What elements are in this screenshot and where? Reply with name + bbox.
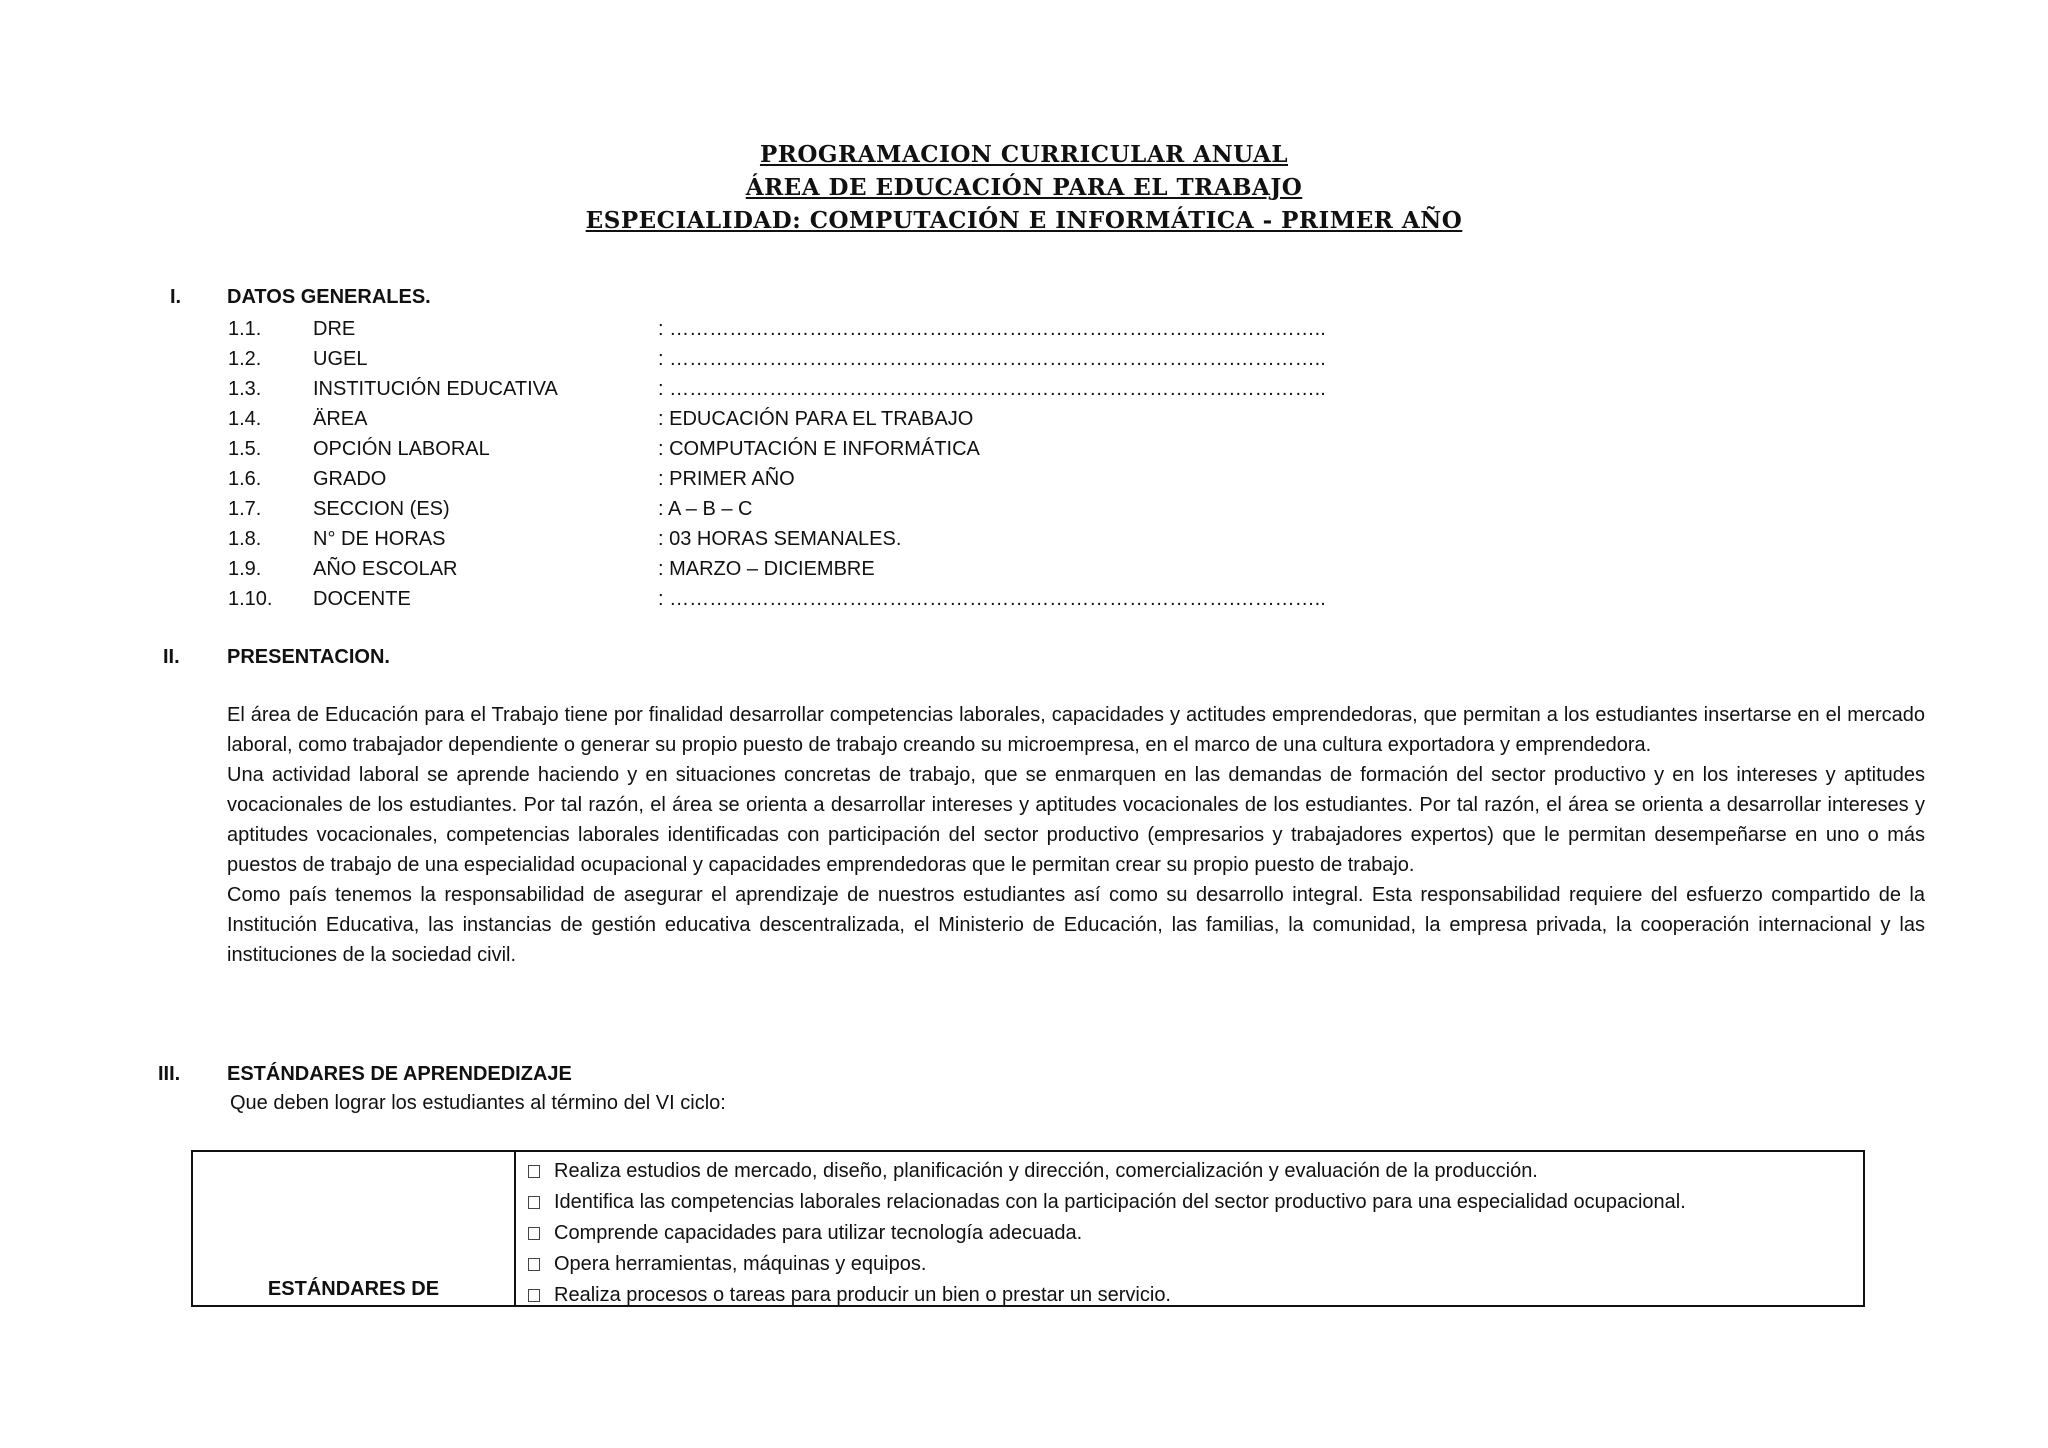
list-item — [528, 1187, 1863, 1218]
item-value: : EDUCACIÓN PARA EL TRABAJO — [658, 408, 974, 430]
item-label: N° DE HORAS — [313, 528, 446, 550]
item-number: 1.1. — [228, 318, 262, 340]
section-2-number: II. — [163, 646, 180, 668]
item-label: OPCIÓN LABORAL — [313, 438, 490, 460]
section-3-intro: Que deben lograr los estudiantes al término del VI ciclo: — [230, 1092, 726, 1114]
paragraph: Como país tenemos la responsabilidad de asegurar el aprendizaje de nuestros estudiantes así como su desarrollo integral. Esta responsabilidad requiere del esfuerzo compartido de la Institución Educativa, las instancias de gestión educativa descentralizada, el Ministerio de Educación, las familias, la comunidad, la empresa privada, la cooperación internacional y las instituciones de la sociedad civil. — [227, 884, 1925, 966]
list-item — [528, 1218, 1863, 1249]
item-number: 1.5. — [228, 438, 262, 460]
list-item — [528, 1249, 1863, 1280]
item-value: : COMPUTACIÓN E INFORMÁTICA — [658, 438, 980, 460]
item-value: : A – B – C — [658, 498, 753, 520]
standards-label-cell — [193, 1152, 516, 1305]
paragraph: Una actividad laboral se aprende haciendo y en situaciones concretas de trabajo, que se enmarquen en las demandas de formación del sector productivo y en los intereses y aptitudes vocacionales de los estudiantes. Por tal razón, el área se orienta a desarrollar intereses y aptitudes vocacionales de los estudiantes. Por tal razón, el área se orienta a desarrollar intereses y aptitudes vocacionales, competencias laborales identificadas con participación del sector productivo (empresarios y trabajadores expertos) que le permitan desempeñarse en uno o más puestos de trabajo de una especialidad ocupacional y capacidades emprendedoras que le permitan crear su propio puesto de trabajo. — [227, 764, 1925, 876]
list-item — [0, 318, 2048, 348]
item-value: : PRIMER AÑO — [658, 468, 795, 490]
section-1-number: I. — [170, 286, 182, 308]
list-item — [0, 348, 2048, 378]
list-item-text: Comprende capacidades para utilizar tecnología adecuada. — [554, 1222, 1083, 1244]
item-label: DRE — [313, 318, 356, 340]
section-1-title: DATOS GENERALES. — [227, 286, 431, 308]
item-label: INSTITUCIÓN EDUCATIVA — [313, 378, 558, 400]
document-title: PROGRAMACION CURRICULAR ANUAL — [759, 141, 1289, 168]
checkbox-icon — [528, 1165, 540, 1178]
item-value: : ………………………………………………………………………….………….. — [658, 588, 1326, 610]
list-item — [0, 408, 2048, 438]
list-item — [0, 438, 2048, 468]
item-number: 1.3. — [228, 378, 262, 400]
item-label: DOCENTE — [313, 588, 411, 610]
checkbox-icon — [528, 1289, 540, 1302]
paragraph: El área de Educación para el Trabajo tiene por finalidad desarrollar competencias laborales, capacidades y actitudes emprendedoras, que permitan a los estudiantes insertarse en el mercado laboral, como trabajador dependiente o generar su propio puesto de trabajo creando su microempresa, en el marco de una cultura exportadora y emprendedora. — [227, 704, 1925, 756]
list-item — [0, 528, 2048, 558]
standards-list-cell — [516, 1152, 1863, 1305]
section-2-title: PRESENTACION. — [227, 646, 390, 668]
item-value: : 03 HORAS SEMANALES. — [658, 528, 902, 550]
item-number: 1.10. — [228, 588, 273, 610]
item-value: : MARZO – DICIEMBRE — [658, 558, 875, 580]
standards-label: ESTÁNDARES DE — [267, 1278, 440, 1300]
list-item — [0, 498, 2048, 528]
item-label: GRADO — [313, 468, 387, 490]
list-item — [0, 588, 2048, 618]
list-item — [0, 378, 2048, 408]
item-value: : ………………………………………………………………………….………….. — [658, 318, 1326, 340]
item-value: : ………………………………………………………………………….………….. — [658, 378, 1326, 400]
document-title-block — [0, 138, 2048, 237]
section-3-title: ESTÁNDARES DE APRENDEDIZAJE — [227, 1063, 572, 1085]
item-value: : ………………………………………………………………………….………….. — [658, 348, 1326, 370]
list-item — [528, 1280, 1863, 1311]
item-label: UGEL — [313, 348, 368, 370]
checkbox-icon — [528, 1258, 540, 1271]
item-number: 1.4. — [228, 408, 262, 430]
checkbox-icon — [528, 1196, 540, 1209]
list-item-text: Identifica las competencias laborales relacionadas con la participación del sector productivo para una especialidad ocupacional. — [554, 1191, 1686, 1213]
list-item — [0, 468, 2048, 498]
document-subtitle-area: ÁREA DE EDUCACIÓN PARA EL TRABAJO — [745, 174, 1303, 201]
datos-generales-list — [0, 318, 2048, 618]
item-number: 1.9. — [228, 558, 262, 580]
list-item-text: Realiza procesos o tareas para producir un bien o prestar un servicio. — [554, 1284, 1171, 1306]
checkbox-icon — [528, 1227, 540, 1240]
list-item-text: Realiza estudios de mercado, diseño, planificación y dirección, comercialización y evaluación de la producción. — [554, 1160, 1538, 1182]
presentation-text — [227, 700, 1925, 970]
item-label: AÑO ESCOLAR — [313, 558, 458, 580]
item-label: SECCION (ES) — [313, 498, 450, 520]
document-subtitle-specialty: ESPECIALIDAD: COMPUTACIÓN E INFORMÁTICA - PRIMER AÑO — [585, 207, 1463, 234]
item-number: 1.2. — [228, 348, 262, 370]
item-label: ÄREA — [313, 408, 368, 430]
list-item-text: Opera herramientas, máquinas y equipos. — [554, 1253, 927, 1275]
list-item — [0, 558, 2048, 588]
section-3-number: III. — [158, 1063, 181, 1085]
standards-table — [191, 1150, 1865, 1307]
list-item — [528, 1156, 1863, 1187]
item-number: 1.8. — [228, 528, 262, 550]
item-number: 1.7. — [228, 498, 262, 520]
item-number: 1.6. — [228, 468, 262, 490]
